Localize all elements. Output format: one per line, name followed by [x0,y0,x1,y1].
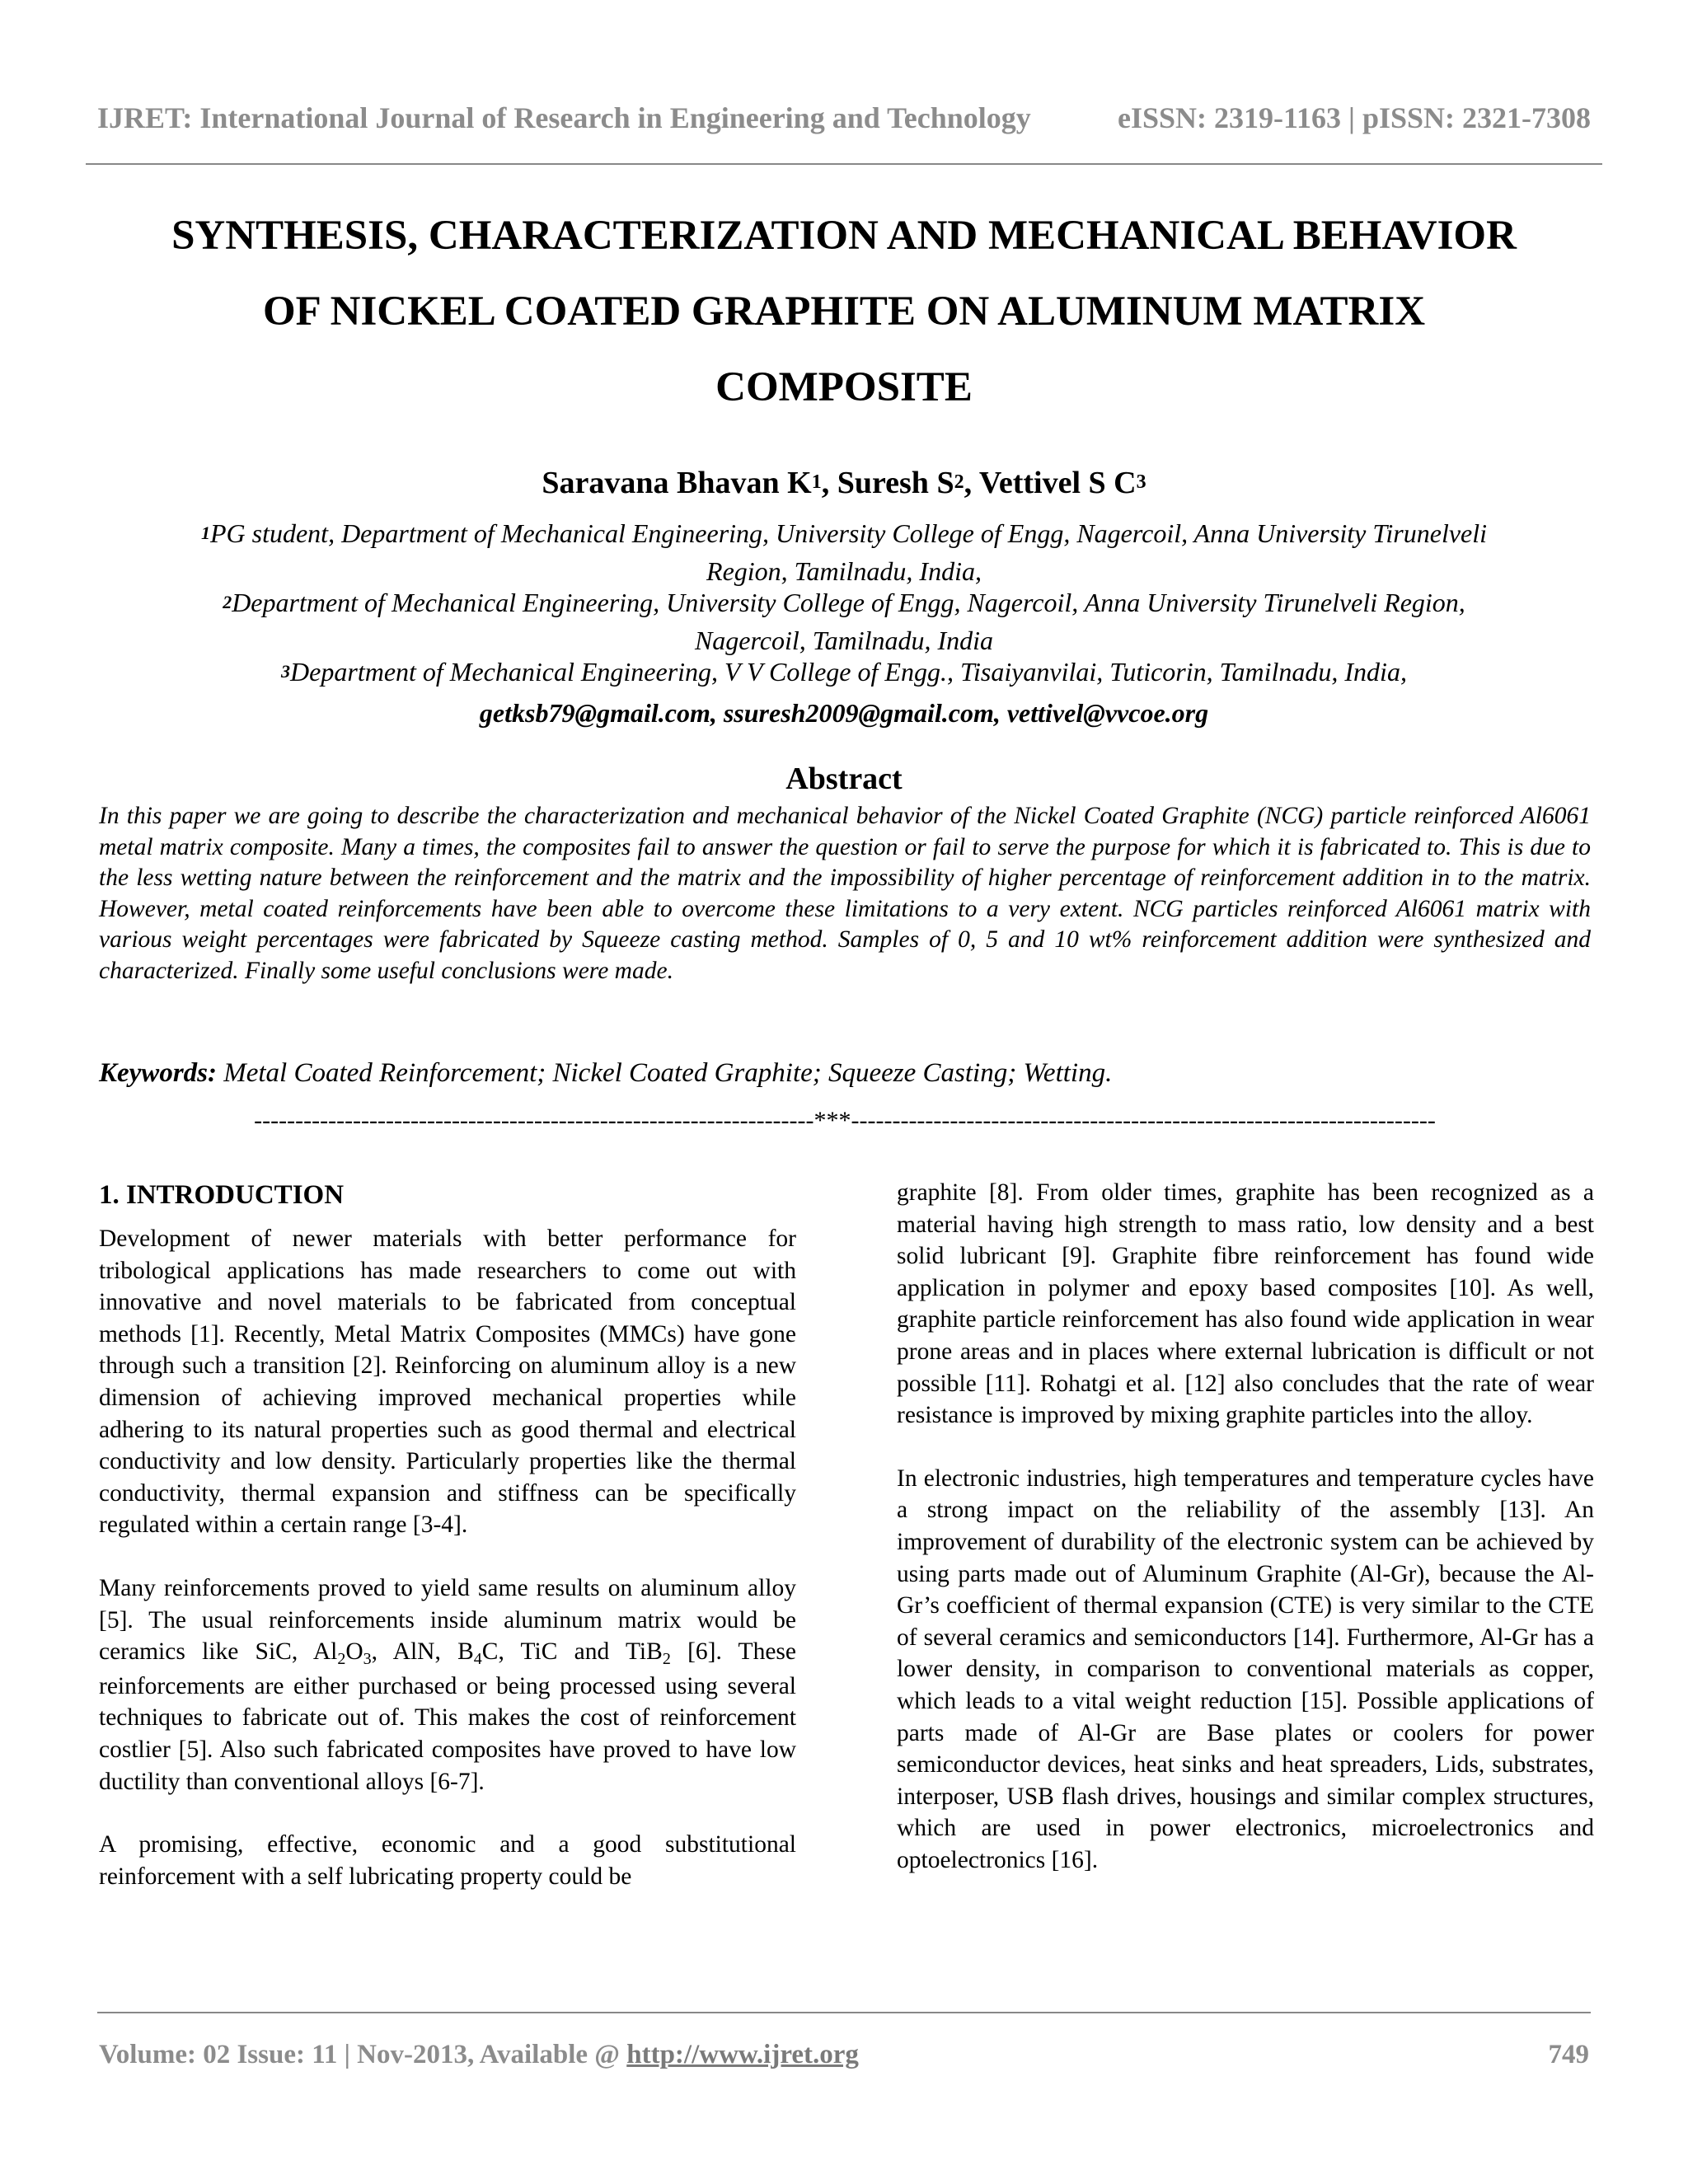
subscript: 3 [363,1650,372,1669]
affil-text: Region, Tamilnadu, India, [706,556,982,586]
affil-text: Department of Mechanical Engineering, V V College of Engg., Tisaiyanvilai, Tuticorin, Tamilnadu, India, [290,657,1407,687]
journal-url-link[interactable]: http://www.ijret.org [626,2039,859,2069]
keywords-label: Keywords: [99,1058,217,1088]
section-separator: --------------------------------------------------------------------***----------------------------------------------------------------------- [254,1107,1436,1134]
subscript: 2 [337,1650,346,1669]
footer-divider [97,2012,1591,2013]
page-number: 749 [1548,2039,1589,2069]
author-affil-mark: 2 [954,471,964,493]
subscript: 2 [662,1650,671,1669]
affiliation-2 [91,585,1597,658]
author-name: Suresh S [837,466,954,500]
paragraph: graphite [8]. From older times, graphite has been recognized as a material having high strength to mass ratio, low density and a best solid lubricant [9]. Graphite fibre reinforcement has found wide application in polymer and epoxy based composites [10]. As well, graphite particle reinforcement has also found wide application in wear prone areas and in places where external lubrication is difficult or not possible [11]. Rohatgi et al. [12] also concludes that the rate of wear resistance is improved by mixing graphite particles into the alloy. [897,1179,1594,1429]
email-link[interactable]: getksb79@gmail.com [479,698,710,728]
affil-mark: 2 [223,592,232,612]
paragraph: In electronic industries, high temperatures and temperature cycles have a strong impact on the reliability of the assembly [13]. An improvement of durability of the electronic system can be achieved by using parts made out of Aluminum Graphite (Al-Gr), because the Al-Gr’s coefficient of thermal expansion (CTE) is very similar to the CTE of several ceramics and semiconductors [14]. Furthermore, Al-Gr has a lower density, in comparison to conventional materials as copper, which leads to a vital weight reduction [15]. Possible applications of parts made of Al-Gr are Base plates or coolers for power semiconductor devices, heat sinks and heat spreaders, Lids, substrates, interposer, USB flash drives, housings and similar complex structures, which are used in power electronics, microelectronics and optoelectronics [16]. [897,1465,1594,1873]
section-heading: 1. INTRODUCTION [99,1180,345,1210]
running-header [97,97,1591,138]
running-footer [99,2034,1589,2075]
abstract-text: In this paper we are going to describe the characterization and mechanical behavior of the Nickel Coated Graphite (NCG) particle reinforced Al6061 metal matrix composite. Many a times, the composites fail to answer the question or fail to serve the purpose for which it is fabricated to. This is due to the less wetting nature between the reinforcement and the matrix and the impossibility of higher percentage of reinforcement addition in to the matrix. However, metal coated reinforcements have been able to overcome these limitations to a very extent. NCG particles reinforced Al6061 matrix with various weight percentages were fabricated by Squeeze casting method. Samples of 0, 5 and 10 wt% reinforcement addition were synthesized and characterized. Finally some useful conclusions were made. [99,803,1591,984]
paragraph-text: Many reinforcements proved to yield same results on aluminum alloy [5]. The usual reinforcements inside aluminum matrix would be ceramics like SiC, Al [99,1574,796,1666]
author-affil-mark: 3 [1136,471,1146,493]
affil-mark: 3 [281,661,291,682]
keywords-line [99,1055,1591,1091]
issn-numbers: eISSN: 2319-1163 | pISSN: 2321-7308 [1118,101,1591,134]
paper-title [91,198,1597,425]
affiliation-3 [91,654,1597,692]
footer-volume-info [99,2040,859,2070]
author-emails: getksb79@gmail.com, ssuresh2009@gmail.com, vettivel@vvcoe.org [479,698,1209,728]
keywords-text: Metal Coated Reinforcement; Nickel Coated Graphite; Squeeze Casting; Wetting. [223,1058,1113,1088]
paragraph-text: O [345,1638,363,1666]
footer-text: Volume: 02 Issue: 11 | Nov-2013, Available @ [99,2039,627,2069]
paragraph [99,1572,796,1797]
title-line: SYNTHESIS, CHARACTERIZATION AND MECHANICAL BEHAVIOR [171,213,1517,259]
journal-name: IJRET: International Journal of Research in Engineering and Technology [97,101,1031,134]
paragraph-text: C, TiC and TiB [481,1638,663,1666]
header-divider [86,163,1602,165]
paragraph: A promising, effective, economic and a good substitutional reinforcement with a self lubricating property could be [99,1831,796,1890]
title-line: OF NICKEL COATED GRAPHITE ON ALUMINUM MATRIX [262,288,1426,335]
paragraph: Development of newer materials with better performance for tribological applications has made researchers to come out with innovative and novel materials to be fabricated from conceptual methods [1]. Recently, Metal Matrix Composites (MMCs) have gone through such a transition [2]. Reinforcing on aluminum alloy is a new dimension of achieving improved mechanical properties while adhering to its natural properties such as good thermal and electrical conductivity and low density. Particularly properties like the thermal conductivity, thermal expansion and stiffness can be specifically regulated within a certain range [3-4]. [99,1226,796,1539]
subscript: 4 [473,1650,482,1669]
email-link[interactable]: vettivel@vvcoe.org [1006,698,1209,728]
affil-text: Nagercoil, Tamilnadu, India [694,626,994,655]
author-name: Saravana Bhavan K [542,466,812,500]
affil-text: Department of Mechanical Engineering, University College of Engg, Nagercoil, Anna University Tirunelveli Region, [232,588,1465,617]
author-name: Vettivel S C [978,466,1137,500]
right-column [897,1177,1594,1876]
affil-text: PG student, Department of Mechanical Engineering, University College of Engg, Nagercoil, Anna University Tirunelveli [209,518,1488,548]
left-column [99,1177,796,1892]
paragraph-text: , AlN, B [371,1638,474,1666]
email-link[interactable]: ssuresh2009@gmail.com [723,698,994,728]
abstract-heading: Abstract [785,762,903,796]
title-line: COMPOSITE [715,364,973,410]
author-affil-mark: 1 [811,471,822,493]
affil-mark: 1 [200,523,210,543]
paragraph-text: [6]. These reinforcements are either purchased or being processed using several techniques to fabricate out of. This makes the cost of reinforcement costlier [5]. Also such fabricated composites have proved to have low ductility than conventional alloys [6-7]. [99,1638,796,1795]
affiliation-1 [91,516,1597,588]
author-list: Saravana Bhavan $K^1$, Suresh $S^2$, Vettivel S $C^3$ [542,466,1146,500]
